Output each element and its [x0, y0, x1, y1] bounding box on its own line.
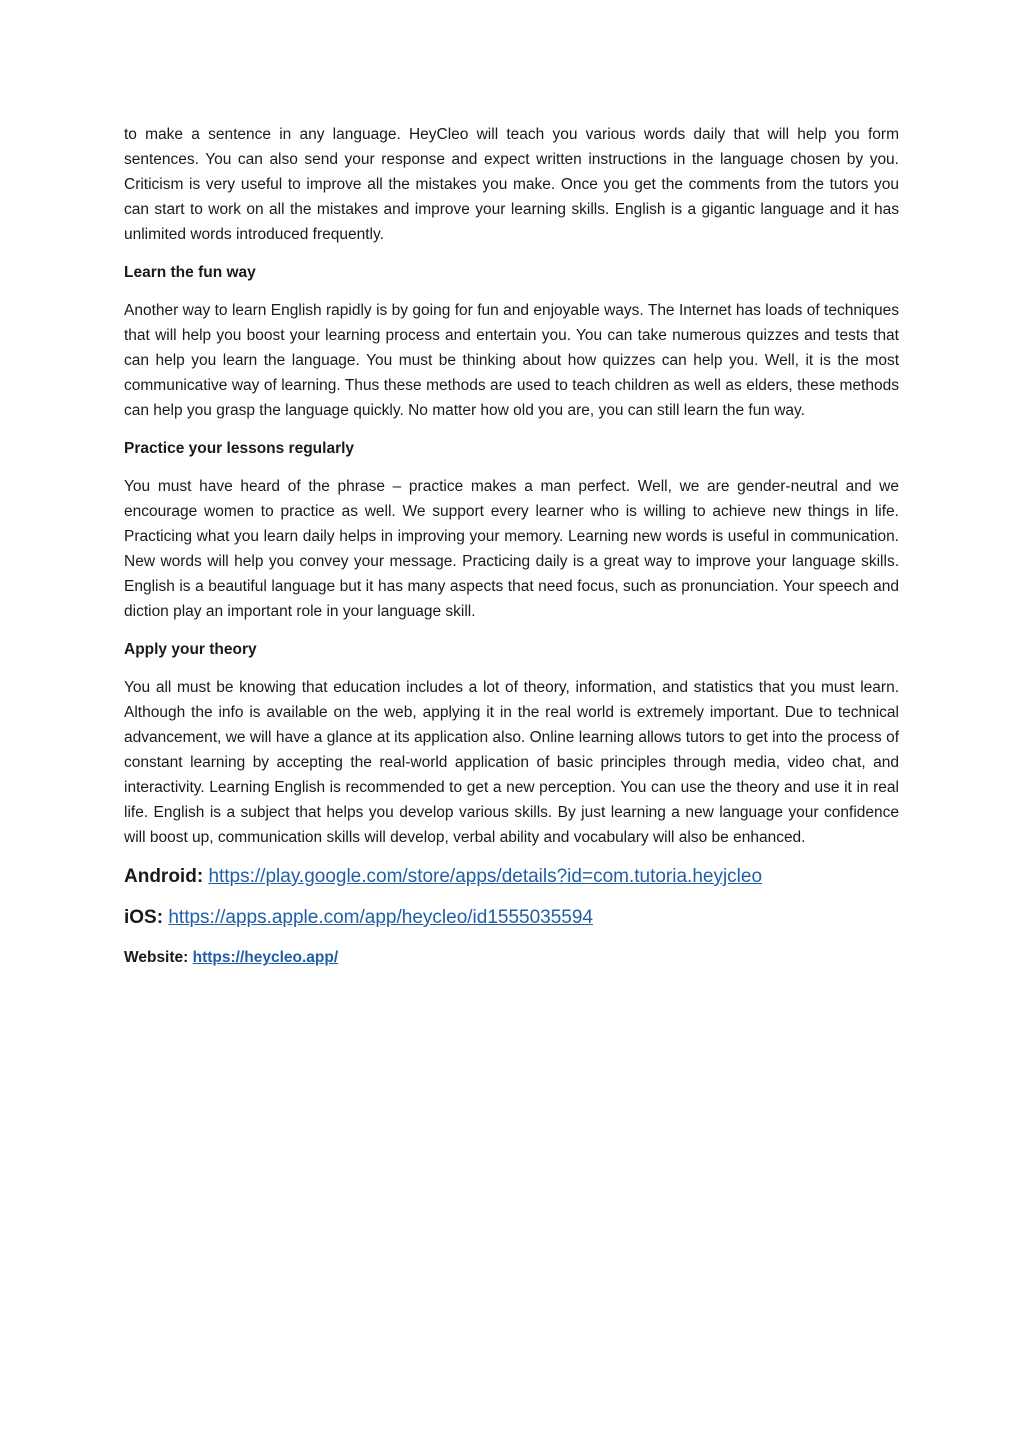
ios-label: iOS: — [124, 907, 164, 928]
section-body-learn-fun-way: Another way to learn English rapidly is by going for fun and enjoyable ways. The Internet has loads of techniques that will help you boost your learning process and entertain you. You can take numerous quizzes and tests that can help you learn the language. You must be thinking about how quizzes can help you. Well, it is the most communicative way of learning. Thus these methods are used to teach children as well as elders, these methods can help you grasp the language quickly. No matter how old you are, you can still learn the fun way. — [124, 302, 899, 419]
section-body-apply-theory: You all must be knowing that education includes a lot of theory, information, and statistics that you must learn. Although the info is available on the web, applying it in the real world is extremely important. Due to technical advancement, we will have a glance at its application also. Online learning allows tutors to get into the process of constant learning by accepting the real-world application of basic principles through media, video chat, and interactivity. Learning English is recommended to get a new perception. You can use the theory and use it in real life. English is a subject that helps you develop various skills. By just learning a new language your confidence will boost up, communication skills will develop, verbal ability and vocabulary will also be enhanced. — [124, 679, 899, 846]
android-label: Android: — [124, 866, 204, 887]
section-body-practice-lessons: You must have heard of the phrase – practice makes a man perfect. Well, we are gender-neutral and we encourage women to practice as well. We support every learner who is willing to achieve new things in life. Practicing what you learn daily helps in improving your memory. Learning new words is useful in communication. New words will help you convey your message. Practicing daily is a great way to improve your language skills. English is a beautiful language but it has many aspects that need focus, such as pronunciation. Your speech and diction play an important role in your language skill. — [124, 478, 899, 620]
ios-store-link[interactable]: https://apps.apple.com/app/heycleo/id1555035594 — [168, 907, 593, 928]
ios-link-line — [124, 904, 899, 932]
website-link[interactable]: https://heycleo.app/ — [192, 949, 339, 966]
website-label: Website: — [124, 949, 189, 966]
section-heading-apply-theory: Apply your theory — [124, 641, 257, 658]
section-heading-practice-lessons: Practice your lessons regularly — [124, 440, 355, 457]
document-page — [124, 122, 899, 983]
android-link-line — [124, 863, 899, 891]
intro-paragraph: to make a sentence in any language. HeyCleo will teach you various words daily that will help you form sentences. You can also send your response and expect written instructions in the language chosen by you. Criticism is very useful to improve all the mistakes you make. Once you get the comments from the tutors you can start to work on all the mistakes and improve your learning skills. English is a gigantic language and it has unlimited words introduced frequently. — [124, 126, 899, 243]
website-link-line — [124, 945, 899, 970]
android-store-link[interactable]: https://play.google.com/store/apps/details?id=com.tutoria.heyjcleo — [208, 866, 763, 887]
section-heading-learn-fun-way: Learn the fun way — [124, 264, 256, 281]
